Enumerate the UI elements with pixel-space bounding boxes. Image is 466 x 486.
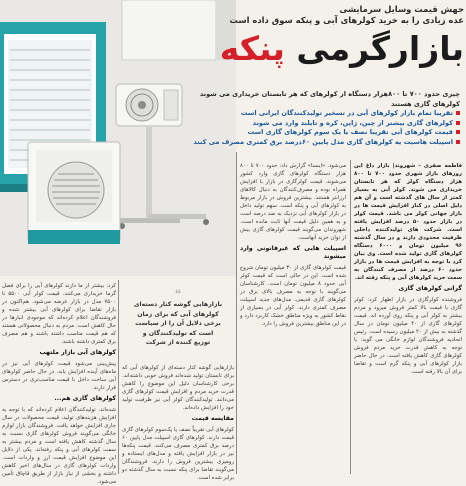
column-subhead: گرانی کولرهای گازی (398, 285, 462, 292)
lead-bullet: قیمت کولرهای آبی تقریبا نصف یا یک سوم کولرهای گازی است (236, 128, 460, 138)
cooler-front (28, 142, 120, 244)
article-text: واردات کولرهای گازی در سال‌های اخیر کاهش داشته و بخشی از نیاز بازار از طریق قاچاق تأمین می‌شود. (2, 463, 116, 485)
article-column-4 (2, 282, 117, 485)
headline-word-1: بازارگرمی (296, 29, 464, 68)
bullet-icon (456, 130, 460, 134)
article-text: فروشنده کولرگازی در بازار اظهار کرد: کولر گازی با قیمت بالا کمتر فروش میرود و مردم بیشتر به کولر آبی و پنکه روی آورده اند. قیمت کولرهای گازی از ۴۰ میلیون تومان در سال گذشته به بیش از ۲۰ میلیون رسیده است. رئیس اتحادیه فروشندگان لوازم خانگی می گوید: با توجه به کاهش قدرت خرید مردم فروش کولرهای گازی کاهش یافته است. در حال حاضر بازار کولرهای آبی و پنکه گرم است و تقاضا برای آن بالا رفته است. (354, 297, 462, 375)
lead-bullet: کولرهای گازی بیشتر از چین، ژاپن، کره و تایلند وارد می شوند (236, 119, 460, 129)
kicker-line-1: جهش قیمت وسایل سرمایشی (339, 4, 464, 14)
article-text: کولرهای آبی تقریباً نصف یا یک‌سوم کولرهای گازی قیمت دارند. کولرهای گازی اسپیلت مدل پایین ۶۰ درصد برق کمتری مصرف می‌کنند. قیمت پنکه‌ها نیز در بازار افزایش یافته و مدل‌های ایستاده و رومیزی بیشترین فروش را دارند. فروشندگان می‌گویند تقاضا برای پنکه نسبت به سال گذشته دو برابر شده است. (122, 427, 234, 481)
article-text: کرد: بیشتر از ما دارند کولرهای آبی را برای فصل گرما خریداری می‌کنند. قیمت کولر آبی ۵۵۰۰ تا ۷۵۰۰ مدل در بازار عرضه می‌شود. هم‌اکنون در بازار تقاضا برای کولرهای آبی بیشتر شده و فروشندگان اعلام کرده‌اند که موجودی انبارها در حال کاهش است. مردم به دنبال محصولاتی هستند که هم قیمت مناسب داشته باشند و هم مصرف برق کمتری داشته باشند. (2, 283, 117, 345)
lead-line: چیزی حدود ۷۰۰ تا ۸۰۰هزار دستگاه از کولرهای که هر تابستان خریداری می شوند (199, 90, 460, 98)
bullet-icon (456, 121, 460, 125)
quote-line: توزیع کننده از شرکت (145, 339, 211, 346)
quote-icon: ❝ (174, 287, 182, 301)
bullet-icon (456, 140, 460, 144)
column-divider (118, 280, 119, 474)
article-text: قیمت کولرهای گازی از ۳۰ میلیون تومان شروع شده است. این در حالی است که قیمت کولر آبی حدود ۸ میلیون تومان است. کارشناسان می‌گویند با توجه به مصرف بالای برق در کولرهای گازی قدیمی، مدل‌های جدید اسپیلت مصرف کمتری دارند. کولر آبی در بسیاری از نقاط کشور به ویژه مناطق خشک کاربرد دارد و در این مناطق بیشترین فروش را دارد. (240, 265, 346, 327)
article-text: بازارهایی گوشه کنار دسته‌ای از کولرهای آبی که برای تابستان تولید شده‌اند فروش خوبی داشته‌اند. برخی کارشناسان دلیل این موضوع را کاهش قدرت خرید مردم و افزایش قیمت کولرهای گازی می‌دانند. تولیدکنندگان کولر آبی نیز ظرفیت تولید خود را افزایش داده‌اند. (122, 365, 234, 411)
column-divider (350, 160, 351, 474)
column-subhead: اسپیلت هایی که غیرقانونی وارد میشوند (240, 245, 346, 260)
quote-line: بازارهایی گوشه کنار دسته‌ای (133, 301, 223, 308)
article-text: می‌شود. «ایسنا» گزارش داد: حدود ۷۰۰ تا ۸۰۰ هزار دستگاه کولرهای گازی وارد کشور می‌شوند. قیمت کولرگازی در بازار با افزایش همراه بوده و مصرف‌کنندگان به دنبال کالاهای ارزانتر هستند. بیشترین فروش در بازار مربوط به کولرهای آبی و پنکه است. سهم تولید داخل در بازار کولرهای آبی نزدیک به صد درصد است و به همین دلیل قیمت آنها ثابت مانده است. شهروندان می‌گویند قیمت کولرهای گازی بیش از توان خرید آنهاست. (240, 163, 346, 241)
headline-word-2: پنکه (219, 29, 285, 68)
quote-line: است که تولیدکنندگان و (142, 329, 214, 337)
article-column-1 (354, 162, 462, 474)
headline-title (219, 29, 464, 68)
lead-line: کولرهای گازی هستند (391, 99, 460, 108)
lead-bullet: تقریبا تمام بازار کولرهای آبی در تسخیر تولیدکنندگان ایرانی است (236, 109, 460, 119)
kicker-line-2: عده زیادی را به خرید کولرهای آبی و پنکه سوق داده است (229, 15, 464, 25)
column-subhead: کولرهای گازی هم... (54, 395, 116, 402)
article-text: شده‌اند. تولیدکنندگان اعلام کرده‌اند که با توجه به افزایش هزینه‌های تولید، قیمت محصولات در سال جاری افزایش خواهد یافت. فروشندگان بازار لوازم خانگی می‌گویند فروش کولرهای گازی نسبت به سال گذشته کاهش یافته است و مردم بیشتر به سمت کولرهای آبی و پنکه رفته‌اند. یکی از دلایل این موضوع افزایش قیمت ارز و واردات است. (2, 407, 116, 461)
article-column-2 (240, 162, 346, 474)
article-column-3 (122, 364, 234, 481)
pull-quote (120, 288, 236, 360)
lead-bullets (193, 90, 460, 147)
quote-line: برخی دلایل آن را از سیاست (135, 320, 221, 327)
quote-line: کولرهای آبی که برای زمان (137, 310, 219, 318)
headline-block (219, 4, 464, 68)
bullet-icon (456, 111, 460, 115)
column-subhead: کولرهای آبی بازار ملتهب (39, 349, 116, 356)
column-divider (236, 152, 237, 474)
lead-bullet: اسپیلت هاسیت یه کولرهای گازی مدل پایین ۶۰درصد برق کمتری مصرف می کنند (236, 138, 460, 148)
column-subhead: مقایسه قیمت (191, 415, 234, 422)
article-text: فاطمه صفری - شهروند| بازار داغ این روزهای بازار شهری حدود ۷۰۰ تا ۸۰۰ هزار دستگاه کولر که هر تابستان خریداری می شوند. کولر آبی به بسیار کمتر از سال های گذشته است و آن هم دلیل اصلی در کنار افزایش قیمت ها در بازار جهانی کولر می باشد. قیمت کولر در بازار حدود ۵۰ درصد افزایش یافته است. شرکت های تولیدکننده داخلی ظرفیت محدودی دارند و در سال گذشته ۹۶ میلیون تومان و ۶۰۰۰ دستگاه کولرهای گازی تولید شده است. وی بیان کرد با توجه به افزایش قیمت ها در بازار حدود ۶۰ درصد از مصرف کنندگان به سمت خرید کولرهای آبی و پنکه رفته اند. (354, 163, 462, 281)
article-text: پیش‌بینی می‌شود قیمت کولرهای آبی نیز در ماه‌های آینده افزایش یابد. در حال حاضر کولرهای آبی ساخت داخل با قیمت مناسب‌تری در دسترس قرار دارند. (2, 361, 116, 391)
